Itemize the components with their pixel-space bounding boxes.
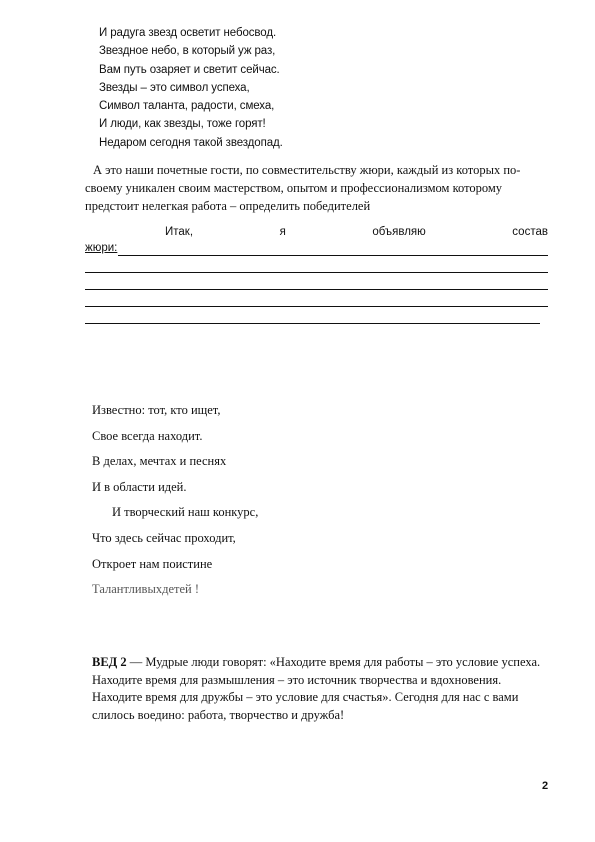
poem-line: Талантливыхдетей ! — [92, 582, 199, 597]
jury-blank-line[interactable] — [85, 256, 548, 273]
intro-text: А это наши почетные гости, по совместительству жюри, каждый из которых по-своему уникален своим мастерством, опытом и профессионализмом которому предстоит нелегкая работа – определить победителей — [85, 163, 521, 213]
poem-stars — [99, 24, 283, 152]
jury-label: жюри: — [85, 242, 118, 254]
jury-label-row — [85, 240, 548, 256]
poem-contest — [92, 398, 258, 603]
presenter-paragraph — [92, 654, 554, 724]
page-number: 2 — [542, 780, 549, 792]
speaker-speech: — Мудрые люди говорят: «Находите время для работы – это условие успеха. Находите время для размышления – это источник творчества и вдохновения. Находите время для дружбы – это условие для счастья». Сегодня для нас с вами слилось воедино: работа, творчество и дружба! — [92, 655, 541, 722]
poem-line: И в области идей. — [92, 479, 187, 494]
poem-line: Символ таланта, радости, смеха, — [99, 100, 275, 113]
poem-line: В делах, мечтах и песнях — [92, 454, 227, 469]
poem-line: И радуга звезд осветит небосвод. — [99, 27, 277, 39]
poem-line: Недаром сегодня такой звездопад. — [99, 136, 283, 149]
speaker-label: ВЕД 2 — [92, 655, 127, 669]
jury-word: состав — [512, 226, 548, 238]
presenter-text — [92, 654, 554, 724]
poem-line: Вам путь озаряет и светит сейчас. — [99, 63, 280, 76]
poem-line: Звезды – это символ успеха, — [99, 81, 250, 94]
jury-blank-line[interactable] — [85, 290, 548, 307]
poem-line: Известно: тот, кто ищет, — [92, 403, 221, 417]
jury-word: Итак, — [165, 226, 194, 238]
poem-line: Звездное небо, в который уж раз, — [99, 45, 276, 58]
intro-paragraph — [85, 161, 555, 215]
poem-line: Откроет нам поистине — [92, 556, 213, 571]
jury-word: объявляю — [372, 226, 426, 238]
jury-fill-line[interactable] — [118, 243, 548, 256]
poem-line: И творческий наш конкурс, — [112, 505, 259, 520]
poem-line: Что здесь сейчас проходит, — [92, 530, 236, 545]
jury-announcement — [85, 224, 548, 240]
jury-blank-line[interactable] — [85, 273, 548, 290]
jury-word: я — [279, 226, 286, 238]
jury-blank-line[interactable] — [85, 307, 540, 324]
poem-line: И люди, как звезды, тоже горят! — [99, 118, 266, 131]
poem-line: Свое всегда находит. — [92, 428, 203, 443]
jury-section — [85, 224, 548, 324]
